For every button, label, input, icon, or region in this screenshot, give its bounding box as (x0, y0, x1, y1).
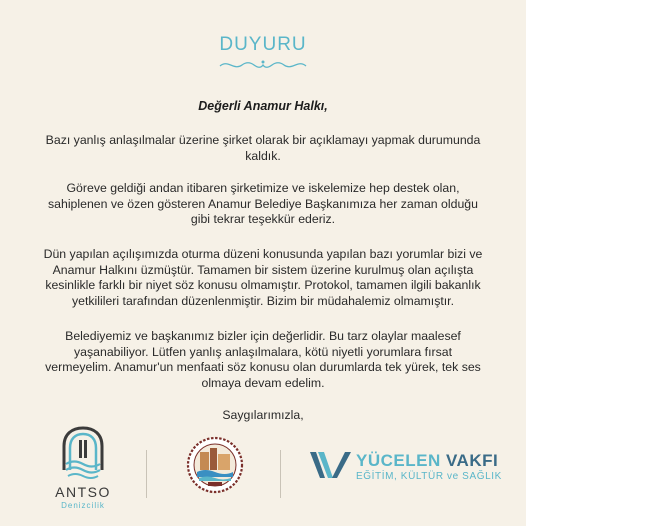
yucelen-name-part2: VAKFI (445, 451, 499, 470)
closing-text: Saygılarımızla, (222, 408, 304, 422)
greeting: Değerli Anamur Halkı, (198, 99, 328, 113)
paragraph-3: Dün yapılan açılışımızda oturma düzeni konusunda yapılan bazı yorumlar bizi ve Anamur Halkını üzmüştür. Tamamen bir sistem üzerine kurulmuş olan açılışta kesinlikle farklı bir niyet söz konusu olmamıştır. Protokol, tamamen ilgili bakanlık yetkilileri tarafından düzenlenmiştir. Bizim bir müdahalemiz olmamıştır. (43, 247, 483, 308)
paragraph-4: Belediyemiz ve başkanımız bizler için değerlidir. Bu tarz olaylar maalesef yaşanabiliyor. Lütfen yanlış anlaşılmalara, kötü niyetli yorumlara fırsat vermeyelim. Anamur'un menfaati söz konusu olan durumlarda tek yürek, tek ses olmaya devam edelim. (45, 329, 481, 390)
logo-divider (280, 450, 281, 498)
logo-divider (146, 450, 147, 498)
yucelen-name-part1: YÜCELEN (356, 451, 441, 470)
yucelen-vakfi-subtitle: EĞİTİM, KÜLTÜR ve SAĞLIK (356, 471, 502, 482)
municipality-seal-icon (186, 436, 244, 494)
antso-logo-subtitle: Denizcilik (61, 501, 105, 510)
paragraph-2: Göreve geldiği andan itibaren şirketimize ve iskelemize hep destek olan, sahiplenen ve özen gösteren Anamur Belediye Başkanımıza her zaman olduğu gibi tekrar teşekkür ederiz. (48, 181, 478, 226)
yucelen-vakfi-name (356, 451, 498, 471)
logo-footer (0, 420, 526, 526)
announcement-title: DUYURU (219, 34, 307, 55)
antso-logo-name: ANTSO (55, 484, 111, 500)
yucelen-v-mark-icon (308, 450, 352, 480)
antso-arch-waves-icon (60, 426, 106, 482)
paragraph-1: Bazı yanlış anlaşılmalar üzerine şirket olarak bir açıklamayı yapmak durumunda kaldık. (45, 133, 481, 163)
flourish-ornament-icon (218, 57, 308, 73)
